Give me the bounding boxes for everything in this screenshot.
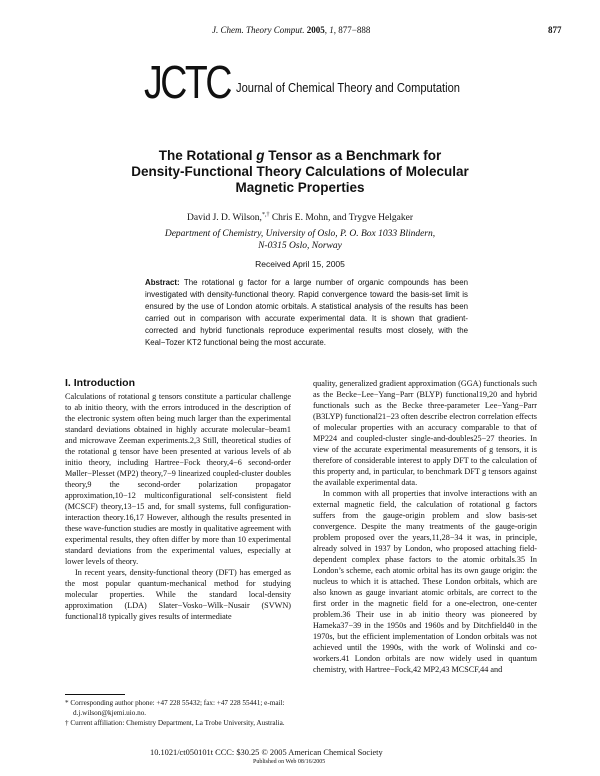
journal-year: 2005: [306, 25, 325, 35]
title-italic-g: g: [256, 148, 265, 163]
journal-name: J. Chem. Theory Comput.: [212, 25, 305, 35]
footnotes: [65, 698, 291, 728]
journal-citation: J. Chem. Theory Comput. 2005, 1, 877−888: [212, 25, 371, 35]
footnote-current-affiliation: † Current affiliation: Chemistry Department, La Trobe University, Australia.: [65, 719, 285, 727]
received-date: Received April 15, 2005: [255, 259, 345, 269]
section-heading: I. Introduction: [65, 377, 135, 389]
doi-copyright-line: 10.1021/ct050101t CCC: $30.25 © 2005 American Chemical Society: [150, 748, 383, 757]
abstract-text: The rotational g factor for a large number of organic compounds has been investigated with density-functional theory. Rapid convergence toward the basis-set limit is ensured by the use of London atomic orbitals. A statistical analysis of the results has been carried out in comparison with accurate experimental data. It is shown that gradient-corrected and hybrid functionals reproduce experimental results most closely, with the Keal−Tozer KT2 functional being the most accurate.: [145, 278, 468, 347]
journal-logo: [144, 58, 464, 106]
paragraph: In common with all properties that involve interactions with an external magnetic field, the calculation of rotational g factors suffers from the gauge-origin problem and slow basis-set convergence. Despite the many treatments of the gauge-origin problem proposed over the years,11,28−34 it was, in principle, already solved in 1937 by London, who proposed attaching field-dependent complex phase factors to the atomic orbitals.35 In London’s scheme, each atomic orbital has its own gauge origin: the nucleus to which it is attached. These London orbitals, which are also known as gauge invariant atomic orbitals, are correct to the first order in the magnetic field for a one-electron, one-center problem.36 Their use in ab initio theory was pioneered by Hameka37−39 in the 1950s and 1960s and by Ditchfield40 in the 1970s, but the efficient implementation of London orbitals was not achieved until the 1990s, with the work of Wolinski and co-workers.41 London orbitals are now widely used in quantum chemistry, with Hartree−Fock,42 MP2,43 MCSCF,44 and: [313, 489, 537, 674]
body-column-right: [313, 378, 537, 675]
title-line-3: Magnetic Properties: [235, 180, 365, 195]
body-column-left: [65, 378, 291, 622]
footnote-corresponding: * Corresponding author phone: +47 228 55432; fax: +47 228 55441; e-mail: d.j.wilson@kjemi.uio.no.: [65, 699, 285, 717]
footnote-rule: [65, 694, 125, 695]
paragraph: Calculations of rotational g tensors constitute a particular challenge to ab initio theory, with the errors introduced in the description of the electronic system often being much larger than the experimental standard deviations obtained in highly accurate molecular−beam1 and microwave Zeeman experiments.2,3 Still, theoretical studies of the rotational g tensor have been presented at various levels of ab initio theory, including Hartree−Fock theory,4−6 second-order Møller−Plesset (MP2) theory,7−9 linearized coupled-cluster doubles theory,9 the second-order polarization propagator approximation,10−12 multiconfigurational self-consistent field (MCSCF) theory,13−15 and, for small systems, full configuration-interaction theory.16,17 However, although the results presented in these wave-function studies are mostly in qualitative agreement with experimental results, they often differ by more than 10 experimental standard deviations from the experimental values, especially at lower levels of theory.: [65, 392, 291, 566]
article-title: The Rotational g Tensor as a Benchmark for Density-Functional Theory Calculations of Molecular Magnetic Properties: [60, 148, 540, 196]
journal-pages: 877−888: [338, 25, 371, 35]
title-line-2: Density-Functional Theory Calculations of Molecular: [131, 164, 469, 179]
page-number: 877: [548, 25, 562, 35]
logo-mark: JCTC: [144, 58, 232, 106]
logo-journal-name: Journal of Chemical Theory and Computation: [236, 81, 461, 95]
abstract-label: Abstract:: [145, 278, 180, 287]
abstract: [145, 277, 468, 349]
paragraph: In recent years, density-functional theory (DFT) has emerged as the most popular quantum-mechanical method for studying molecular properties. While the standard local-density approximation (LDA) Slater−Vosko−Wilk−Nusair (SVWN) functional18 typically gives results of intermediate: [65, 568, 291, 621]
journal-volume: 1: [329, 25, 334, 35]
author-list: David J. D. Wilson,*,† Chris E. Mohn, and Trygve Helgaker: [187, 212, 413, 224]
affiliation: Department of Chemistry, University of Oslo, P. O. Box 1033 Blindern, N-0315 Oslo, Norway: [164, 229, 436, 251]
paragraph: quality, generalized gradient approximation (GGA) functionals such as the Becke−Lee−Yang−Parr (BLYP) functional19,20 and hybrid functionals such as the Becke three-parameter Lee−Yang−Parr (B3LYP) functional21−23 often describe electron correlation effects of molecular properties with an accuracy comparable to that of MP224 and coupled-cluster single-and-doubles25−27 theories. In view of the accurate experimental measurements of g tensors, it is therefore of considerable interest to apply DFT to the calculation of this property and, in particular, to benchmark DFT g tensors against the available experimental data.: [313, 379, 537, 487]
published-date: Published on Web 08/16/2005: [253, 759, 326, 765]
